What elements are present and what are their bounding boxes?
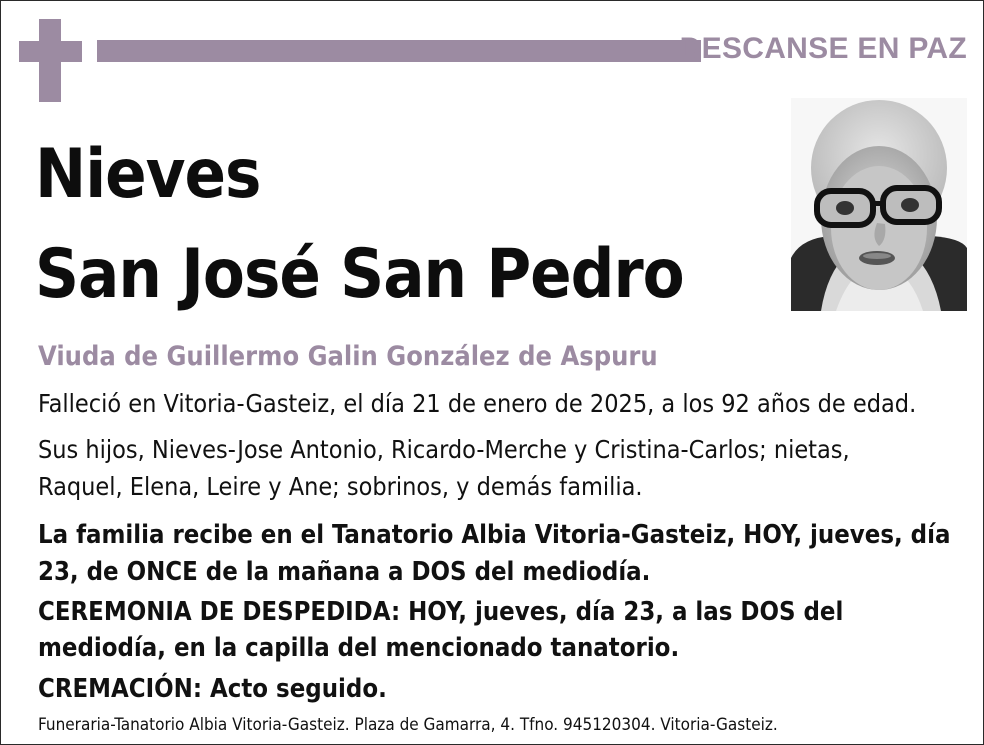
header-label: DESCANSE EN PAZ	[679, 32, 967, 65]
ceremony-line-1: CEREMONIA DE DESPEDIDA: HOY, jueves, día 23, a las DOS del	[38, 597, 844, 627]
family-line-2: Raquel, Elena, Leire y Ane; sobrinos, y demás familia.	[38, 472, 643, 501]
widow-of-line: Viuda de Guillermo Galin González de Aspuru	[38, 341, 658, 372]
ceremony-line-2: mediodía, en la capilla del mencionado tanatorio.	[38, 633, 680, 663]
cremation-line: CREMACIÓN: Acto seguido.	[38, 674, 387, 704]
deceased-surnames: San José San Pedro	[35, 235, 684, 314]
deceased-first-name: Nieves	[35, 135, 261, 214]
wake-line-1: La familia recibe en el Tanatorio Albia Vitoria-Gasteiz, HOY, jueves, día	[38, 520, 951, 550]
funeral-home-footer: Funeraria-Tanatorio Albia Vitoria-Gasteiz. Plaza de Gamarra, 4. Tfno. 945120304. Vitoria-Gasteiz.	[38, 715, 778, 735]
portrait-photo	[791, 98, 967, 311]
death-notice: Falleció en Vitoria-Gasteiz, el día 21 de enero de 2025, a los 92 años de edad.	[38, 389, 917, 418]
family-line-1: Sus hijos, Nieves-Jose Antonio, Ricardo-Merche y Cristina-Carlos; nietas,	[38, 435, 850, 464]
header-rule	[97, 40, 701, 62]
wake-line-2: 23, de ONCE de la mañana a DOS del mediodía.	[38, 557, 651, 587]
cross-icon-horizontal	[19, 41, 82, 62]
